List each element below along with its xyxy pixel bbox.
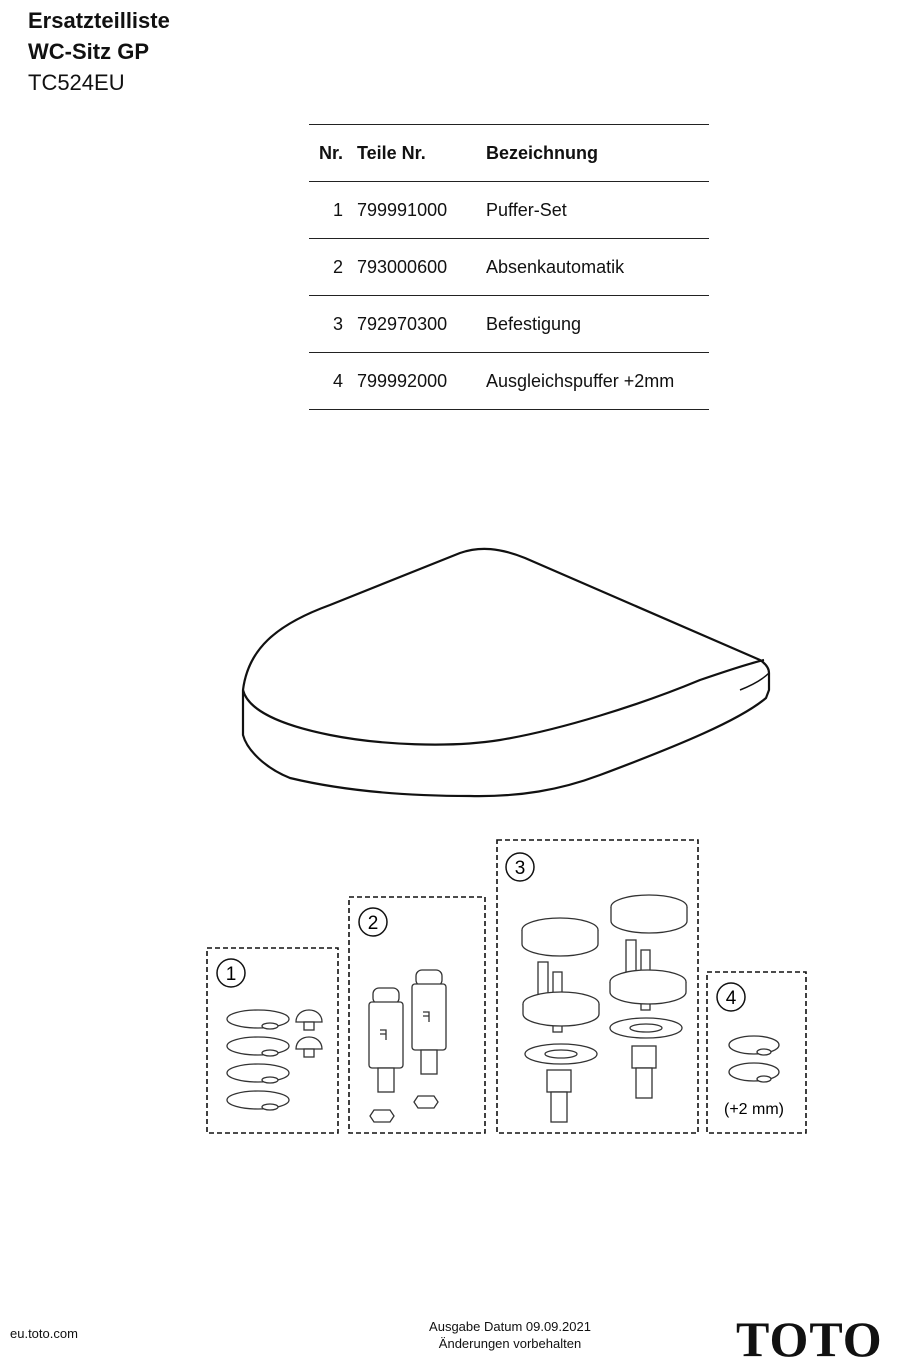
product-name: WC-Sitz GP <box>28 39 149 64</box>
row-part-number: 792970300 <box>357 296 486 353</box>
plus-2mm-note: (+2 mm) <box>724 1101 784 1118</box>
badge-3: 3 <box>514 858 526 879</box>
header-bezeichnung: Bezeichnung <box>486 125 709 182</box>
model-number: TC524EU <box>28 70 125 95</box>
soft-close-damper-icon <box>369 970 446 1122</box>
mounting-hardware-icon <box>522 895 687 1122</box>
header-teile-nr: Teile Nr. <box>357 125 486 182</box>
part-group-4 <box>707 972 806 1133</box>
part-group-2 <box>349 897 485 1133</box>
row-part-number: 799992000 <box>357 353 486 410</box>
toto-logo: TOTO <box>736 1311 883 1367</box>
row-nr: 4 <box>309 353 357 410</box>
row-nr: 2 <box>309 239 357 296</box>
leveling-buffer-icon <box>729 1036 779 1082</box>
part-group-3 <box>497 840 698 1133</box>
row-part-number: 793000600 <box>357 239 486 296</box>
badge-1: 1 <box>225 964 237 985</box>
edition-date: Ausgabe Datum 09.09.2021 <box>429 1319 591 1334</box>
change-notice: Änderungen vorbehalten <box>438 1336 582 1351</box>
row-part-number: 799991000 <box>357 182 486 239</box>
row-description: Befestigung <box>486 296 709 353</box>
row-nr: 3 <box>309 296 357 353</box>
buffer-pads-icon <box>227 1010 322 1110</box>
website-link[interactable]: eu.toto.com <box>10 1326 78 1341</box>
row-nr: 1 <box>309 182 357 239</box>
part-group-1 <box>207 948 338 1133</box>
badge-2: 2 <box>367 913 379 934</box>
toilet-seat-illustration <box>243 549 769 796</box>
row-description: Absenkautomatik <box>486 239 709 296</box>
badge-4: 4 <box>725 988 737 1009</box>
row-description: Puffer-Set <box>486 182 709 239</box>
document-title: Ersatzteilliste <box>28 8 170 33</box>
header-nr: Nr. <box>309 125 357 182</box>
edition-info <box>400 1318 620 1352</box>
row-description: Ausgleichspuffer +2mm <box>486 353 709 410</box>
